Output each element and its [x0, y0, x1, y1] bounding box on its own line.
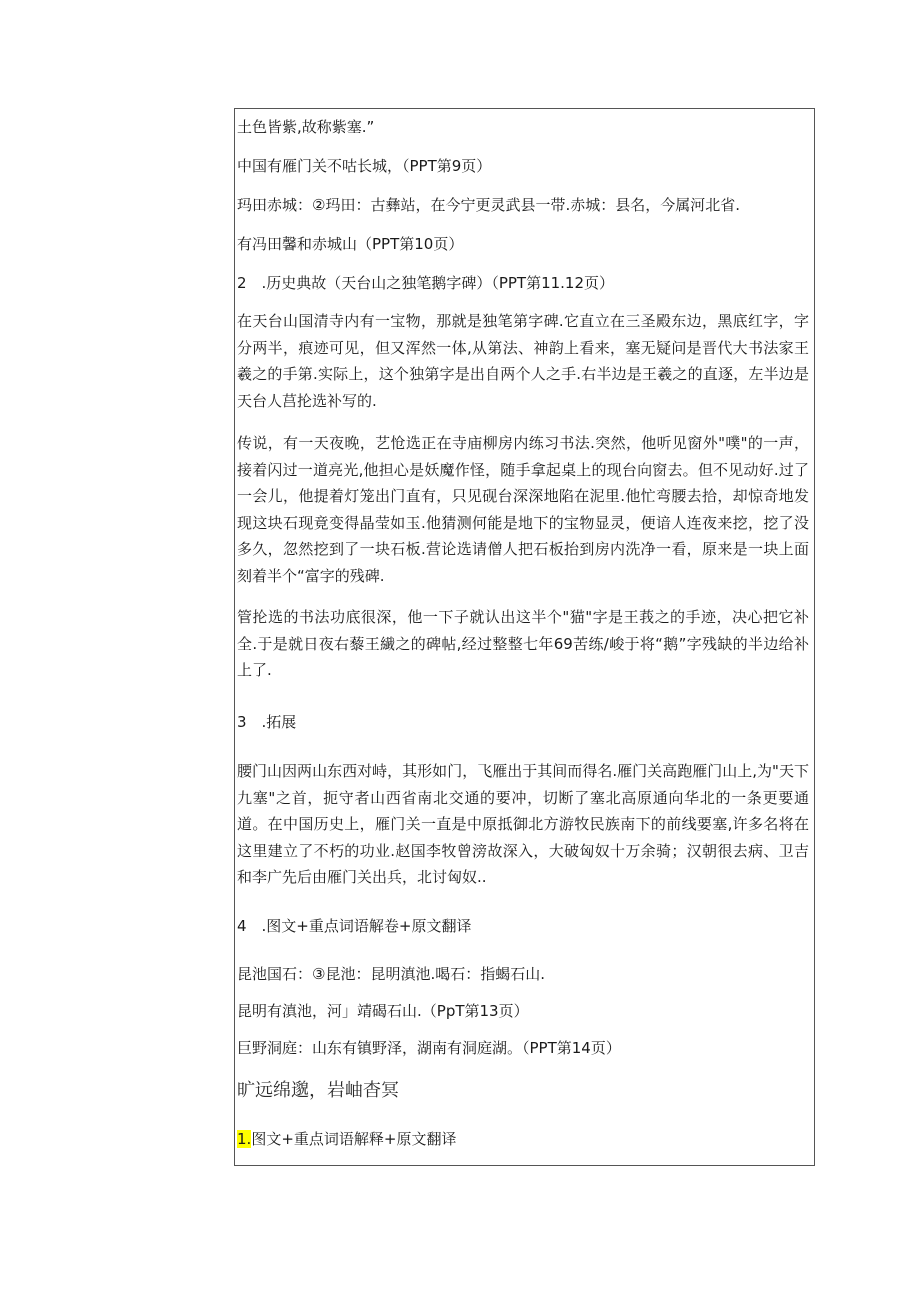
highlighted-number: 1. [237, 1130, 252, 1148]
section-heading-2: 2 .历史典故（天台山之独笔鹅字碑）（PPT第11.12页） [237, 274, 615, 292]
bottom-rule [234, 1165, 815, 1166]
text-line: 中国有雁门关不咕长城，（PPT第9页） [237, 157, 492, 175]
text-line: 有冯田馨和赤城山（PPT第10页） [237, 235, 464, 253]
section-heading-4: 4 .图文+重点词语解卷+原文翻译 [237, 917, 472, 935]
text-line: 巨野洞庭：山东有镇野泽，湖南有洞庭湖。（PPT第14页） [237, 1039, 621, 1057]
heading-text: 图文+重点词语解释+原文翻译 [251, 1130, 457, 1148]
section-heading-1 [237, 1126, 456, 1152]
text-line: 玛田赤城：②玛田：古彝站，在今宁更灵武县一带.赤城：县名，今属河北省. [237, 196, 740, 214]
subtitle-serif: 旷远绵邈，岩岫杳冥 [237, 1080, 399, 1101]
paragraph: 在天台山国清寺内有一宝物，那就是独笔第字碑.它直立在三圣殿东边，黑底红字，字分两半，痕迹可见，但又浑然一体,从第法、神韵上看来，塞无疑问是晋代大书法家王羲之的手第.实际上，这个独第字是出自两个人之手.右半边是王羲之的直逐，左半边是天台人莒抡选补写的. [237, 312, 809, 410]
text-line: 土色皆紫,故称紫塞.” [237, 118, 375, 136]
text-line: 昆池国石：③昆池：昆明滇池.喝石：指蝎石山. [237, 965, 545, 983]
paragraph: 管抡选的书法功底很深，他一下子就认出这半个"猫"字是王莪之的手迹，决心把它补全.于是就日夜右藜王繊之的碑帖,经过整整七年69苦练/峻于将“鹅”字残缺的半边给补上了. [237, 608, 809, 679]
paragraph: 腰门山因两山东西对峙，其形如门，飞雁出于其间而得名.雁门关高跑雁门山上,为"天下九塞"之首，扼守者山西省南北交通的要冲，切断了塞北高原通向华北的一条更要通道。在中国历史上，雁门关一直是中原抵御北方游牧民族南下的前线要塞,许多名将在这里建立了不朽的功业.赵国李牧曾滂故深入，大破匈奴十万余骑；汉朝很去病、卫吉和李广先后由雁门关出兵，北讨匈奴.. [237, 762, 809, 886]
text-line: 昆明有滇池，河」靖碣石山.（PpT第13页） [237, 1002, 529, 1020]
section-heading-3: 3 .拓展 [237, 713, 297, 731]
paragraph: 传说，有一天夜晚，艺怆选正在寺庙柳房内练习书法.突然，他听见窗外"噗"的一声，接着闪过一道亮光,他担心是妖魔作怪，随手拿起桌上的现台向窗去。但不见动好.过了一会儿，他提着灯笼出门直有，只见砚台深深地陷在泥里.他忙弯腰去拾，却惊奇地发现这块石现竟变得晶莹如玉.他猜测何能是地下的宝物显灵，便谙人连夜来挖，挖了没多久，忽然挖到了一块石板.营论选请僧人把石板抬到房内洗净一看，原来是一块上面刻着半个“富字的残碑. [237, 434, 809, 585]
